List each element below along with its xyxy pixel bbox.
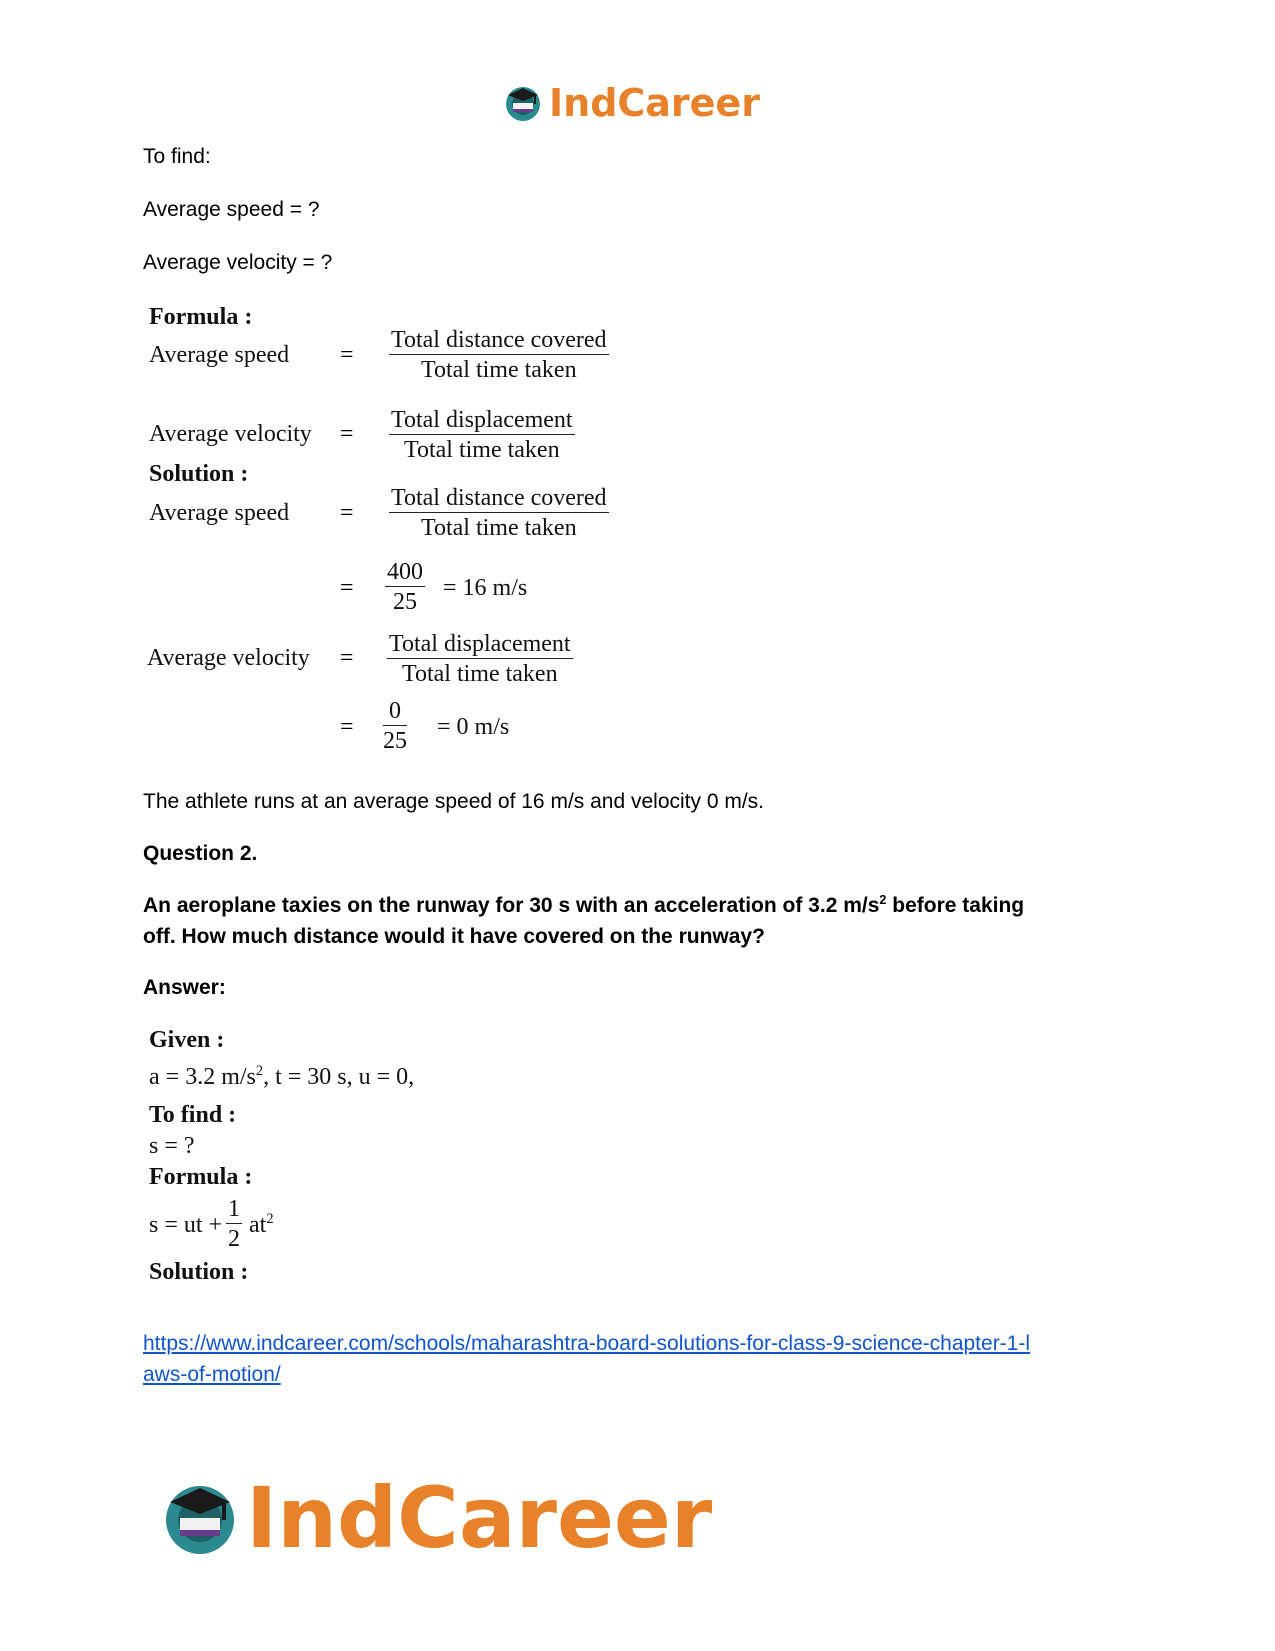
to-find-text: To find: xyxy=(143,145,211,168)
formula-lhs: s = ut + xyxy=(149,1212,223,1238)
fraction-numerator: 1 xyxy=(228,1196,240,1222)
avg-speed-fraction xyxy=(389,326,609,385)
avg-speed-label: Average speed xyxy=(149,500,290,526)
graduation-globe-icon xyxy=(503,83,543,123)
equals-sign: = xyxy=(340,342,354,368)
formula-at: at xyxy=(249,1212,267,1238)
solution-heading: Solution : xyxy=(149,461,249,487)
logo-text: IndCareer xyxy=(246,1469,713,1567)
superscript: 2 xyxy=(879,893,887,907)
formula-heading: Formula : xyxy=(149,1164,253,1190)
header-logo xyxy=(503,80,760,126)
given-formula-image xyxy=(140,1022,560,1302)
avg-velocity-fraction xyxy=(387,630,573,689)
question-line1-part1: An aeroplane taxies on the runway for 30 s with an acceleration of 3.2 m/s xyxy=(143,894,880,917)
superscript: 2 xyxy=(266,1211,274,1227)
equals-sign: = xyxy=(340,714,354,740)
given-heading: Given : xyxy=(149,1027,225,1053)
question-line1-part2: before taking xyxy=(886,894,1025,917)
question-text xyxy=(143,890,1133,952)
fraction-denominator: Total time taken xyxy=(403,437,560,463)
speed-result: = 16 m/s xyxy=(443,575,528,601)
fraction-numerator: Total distance covered xyxy=(391,485,607,511)
fraction-denominator: Total time taken xyxy=(401,661,558,687)
equals-sign: = xyxy=(340,421,354,447)
avg-speed-question: Average speed = ? xyxy=(143,198,320,221)
avg-velocity-question: Average velocity = ? xyxy=(143,251,333,274)
equals-sign: = xyxy=(340,575,354,601)
fraction-numerator: Total displacement xyxy=(391,407,573,433)
speed-value-fraction xyxy=(385,558,425,617)
half-fraction xyxy=(226,1195,242,1254)
fraction-numerator: Total distance covered xyxy=(391,327,607,353)
given-part2: , t = 30 s, u = 0, xyxy=(263,1064,415,1090)
velocity-result: = 0 m/s xyxy=(437,714,510,740)
fraction-denominator: Total time taken xyxy=(420,515,577,541)
formula-solution-image xyxy=(140,296,660,766)
source-link-line2[interactable]: aws-of-motion/ xyxy=(143,1363,281,1386)
graduation-globe-icon xyxy=(160,1478,240,1558)
solution-heading: Solution : xyxy=(149,1259,249,1285)
given-part1: a = 3.2 m/s xyxy=(149,1064,256,1090)
fraction-denominator: Total time taken xyxy=(420,357,577,383)
fraction-denominator: 25 xyxy=(393,589,417,615)
question-label: Question 2. xyxy=(143,842,258,865)
formula-heading: Formula : xyxy=(149,304,253,330)
avg-velocity-label: Average velocity xyxy=(149,421,312,447)
source-link[interactable] xyxy=(143,1328,1143,1390)
avg-speed-fraction xyxy=(389,484,609,543)
footer-logo xyxy=(160,1469,713,1567)
avg-speed-label: Average speed xyxy=(149,342,290,368)
fraction-numerator: 400 xyxy=(387,559,423,585)
question-line2: off. How much distance would it have covered on the runway? xyxy=(143,925,765,948)
avg-velocity-label: Average velocity xyxy=(147,645,310,671)
equals-sign: = xyxy=(340,500,354,526)
velocity-value-fraction xyxy=(383,697,407,756)
avg-velocity-fraction xyxy=(389,406,575,465)
answer-label: Answer: xyxy=(143,976,226,999)
conclusion-text: The athlete runs at an average speed of 16 m/s and velocity 0 m/s. xyxy=(143,790,765,813)
superscript: 2 xyxy=(255,1063,264,1079)
s-unknown: s = ? xyxy=(149,1133,195,1159)
fraction-numerator: 0 xyxy=(383,697,407,726)
fraction-denominator: 2 xyxy=(228,1226,240,1252)
fraction-denominator: 25 xyxy=(383,728,407,754)
fraction-numerator: Total displacement xyxy=(389,631,571,657)
equals-sign: = xyxy=(340,645,354,671)
given-values xyxy=(149,1064,414,1091)
to-find-heading: To find : xyxy=(149,1102,237,1128)
logo-text: IndCareer xyxy=(549,81,760,125)
formula-rhs xyxy=(249,1212,274,1239)
source-link-line1[interactable]: https://www.indcareer.com/schools/maharashtra-board-solutions-for-class-9-science-chapter-1-l xyxy=(143,1332,1031,1355)
